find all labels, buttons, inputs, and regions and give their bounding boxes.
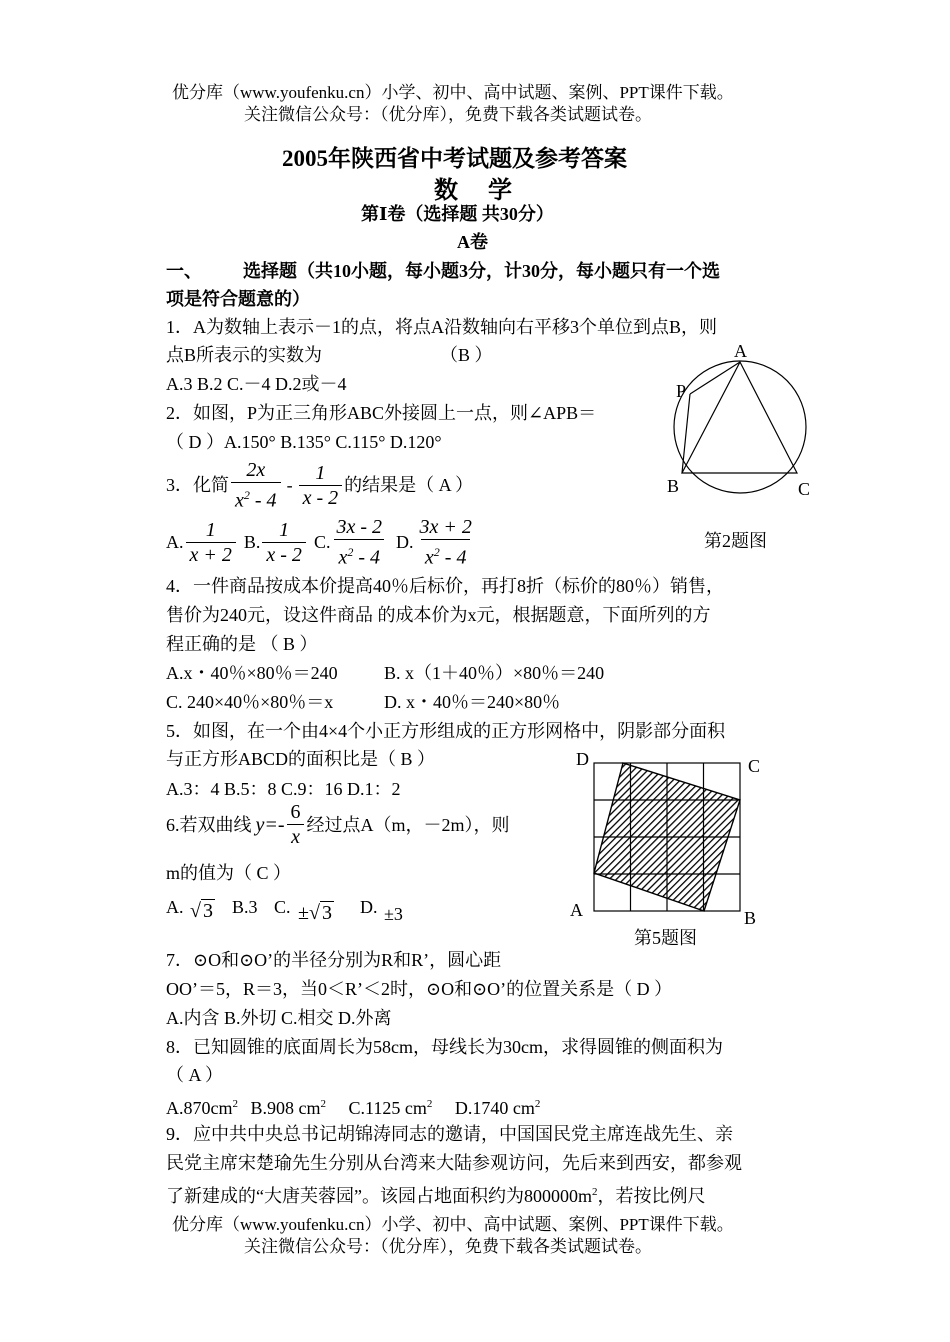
q5-line-1: 5．如图，在一个由4×4个小正方形组成的正方形网格中，阴影部分面积	[166, 721, 726, 741]
q3-suffix: 的结果是（ A ）	[344, 475, 474, 496]
footer-line-1: 优分库（www.youfenku.cn）小学、初中、高中试题、案例、PPT课件下载。	[172, 1215, 734, 1234]
label-a: A	[734, 345, 747, 361]
section-heading-line-1: 选择题（共10小题，每小题3分，计30分，每小题只有一个选	[243, 261, 720, 281]
grid-4x4	[594, 763, 740, 911]
q2-line-1: 2．如图，P为正三角形ABC外接圆上一点，则∠APB＝	[166, 403, 597, 423]
q3-option-d-label: D.	[396, 532, 414, 553]
q3-option-d: $\frac{3x + 2}{x^2 - 4}$	[419, 516, 472, 569]
q3-f2-numerator: 1	[315, 461, 326, 484]
q6-option-c-label: C.	[274, 897, 291, 917]
section-heading-line-2: 项是符合题意的）	[166, 289, 310, 309]
q1-answer: （B ）	[440, 345, 493, 365]
q3-options	[166, 515, 478, 570]
q3-f1-denominator: $x^2 - 4$	[231, 482, 281, 513]
q4-option-a: A.x・40％×80％＝240	[166, 663, 338, 683]
segment-pa	[690, 362, 740, 394]
q4-option-c: C. 240×40％×80％＝x	[166, 692, 334, 712]
q6-prefix: 6.若双曲线	[166, 814, 252, 835]
q5-line-2: 与正方形ABCD的面积比是（ B ）	[166, 749, 436, 769]
q6-option-c: ±√ 3	[298, 902, 332, 924]
q8-options: $A.870cm^2$ B.908 $cm^2$ C.1125 $cm^2$ D.1740 $cm^2$	[166, 1098, 541, 1118]
q5-figure	[570, 748, 770, 928]
q8-option-b: B.908 cm	[250, 1098, 321, 1118]
q4-line-2: 售价为240元，设这件商品 的成本价为x元，根据题意，下面所列的方	[166, 605, 711, 625]
header-line-1: 优分库（www.youfenku.cn）小学、初中、高中试题、案例、PPT课件下载。	[172, 83, 734, 102]
q6-option-d-label: D.	[360, 897, 378, 917]
q3-f1-numerator: 2x	[246, 459, 266, 481]
q9-line-2: 民党主席宋楚瑜先生分别从台湾来大陆参观访问，先后来到西安，都参观	[166, 1153, 742, 1173]
q6-option-a: √ 3	[190, 900, 213, 922]
q3-expression	[166, 458, 473, 513]
q6-y: y	[255, 813, 265, 836]
q3-fraction-2	[299, 461, 343, 510]
q6-line-1	[166, 800, 510, 849]
q6-eq: =-	[264, 813, 285, 836]
q8-line-2: （ A ）	[166, 1065, 224, 1085]
q7-line-1: 7．⊙O和⊙O’的半径分别为R和R’，圆心距	[166, 950, 502, 970]
q5-caption: 第5题图	[634, 928, 697, 948]
q7-options: A.内含 B.外切 C.相交 D.外离	[166, 1008, 392, 1028]
q8-option-c: C.1125 cm	[348, 1098, 427, 1118]
q7-line-2: OO’＝5，R＝3，当0＜R’＜2时，⊙O和⊙O’的位置关系是（ D ）	[166, 979, 673, 999]
q8-option-a: A.870cm	[166, 1098, 233, 1118]
q2-figure	[660, 345, 820, 520]
q3-option-b: $\frac{1}{x - 2}$	[262, 518, 306, 567]
q3-fraction-1	[231, 458, 281, 513]
q6-suffix: 经过点A（m，－2m），则	[306, 814, 510, 835]
q3-option-c: $\frac{3x - 2}{x^2 - 4}$	[332, 515, 386, 570]
q3-option-a-label: A.	[166, 532, 184, 553]
q9-line-1: 9．应中共中央总书记胡锦涛同志的邀请，中国国民党主席连战先生、亲	[166, 1124, 733, 1144]
label-p: P	[676, 381, 687, 401]
triangle-abc	[682, 362, 797, 473]
page-title: 2005年陕西省中考试题及参考答案	[282, 146, 627, 171]
q4-option-b: B. x（1＋40％）×80％＝240	[384, 663, 605, 683]
q6-option-b: B.3	[232, 897, 258, 917]
q3-prefix: 3．化简	[166, 475, 229, 496]
q4-line-3: 程正确的是 （ B ）	[166, 634, 318, 654]
q1-line-2: 点B所表示的实数为	[166, 345, 323, 365]
q3-f2-denominator: x - 2	[299, 485, 343, 510]
section-number: 一、	[166, 261, 202, 281]
q3-option-a: $\frac{1}{x + 2}$	[186, 518, 236, 567]
label-c: C	[748, 756, 761, 776]
subject-title: 数学	[434, 178, 542, 204]
q6-line-2: m的值为（ C ）	[166, 863, 292, 883]
volume-heading: A卷	[457, 232, 488, 252]
label-b: B	[667, 476, 680, 496]
q6-fraction: $\frac{6}{x}$	[287, 800, 305, 849]
label-d: D	[576, 749, 589, 769]
q3-option-b-label: B.	[243, 532, 261, 553]
label-c: C	[798, 479, 811, 499]
q3-minus: -	[286, 475, 293, 496]
footer-line-2: 关注微信公众号：（优分库），免费下载各类试题试卷。	[244, 1237, 652, 1256]
label-b: B	[744, 908, 757, 928]
q6-option-a-label: A.	[166, 897, 184, 917]
q8-line-1: 8．已知圆锥的底面周长为58cm，母线长为30cm，求得圆锥的侧面积为	[166, 1037, 723, 1057]
q8-option-d: D.1740 cm	[454, 1098, 535, 1118]
q3-option-c-label: C.	[313, 532, 331, 553]
q6-option-d: ±3	[384, 904, 403, 924]
q2-caption: 第2题图	[704, 531, 767, 551]
q1-options: A.3 B.2 C.－4 D.2或－4	[166, 374, 347, 394]
part-heading: 第Ⅰ卷（选择题 共30分）	[361, 204, 554, 224]
q4-line-1: 4．一件商品按成本价提高40％后标价，再打8折（标价的80％）销售，	[166, 576, 724, 596]
q5-options: A.3：4 B.5：8 C.9：16 D.1：2	[166, 779, 401, 799]
header-line-2: 关注微信公众号：（优分库），免费下载各类试题试卷。	[244, 105, 652, 124]
label-a: A	[570, 900, 583, 920]
q1-line-1: 1．A为数轴上表示－1的点，将点A沿数轴向右平移3个单位到点B，则	[166, 317, 718, 337]
q4-option-d: D. x・40％＝240×80％	[384, 692, 561, 712]
q9-line-3: 了新建成的“大唐芙蓉园”。该园占地面积约为$800000m^2$，若按比例尺	[166, 1186, 706, 1206]
q2-line-2: （ D ）A.150° B.135° C.115° D.120°	[166, 432, 442, 452]
